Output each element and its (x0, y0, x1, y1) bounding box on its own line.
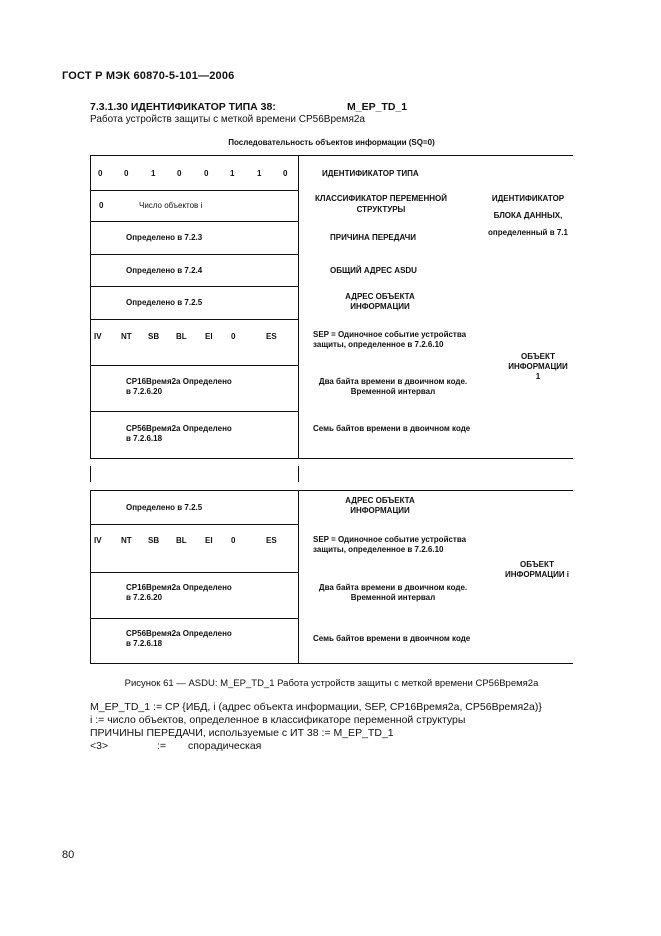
vsq-label: КЛАССИФИКАТОР ПЕРЕМЕННОЙ СТРУКТУРЫ (315, 194, 447, 214)
vsq-bit: 0 (99, 201, 104, 210)
flag: 0 (231, 332, 236, 341)
section-type-code: M_EP_TD_1 (347, 101, 408, 113)
page-number: 80 (62, 849, 75, 861)
cp16-label: Два байта времени в двоичном коде. Временной интервал (318, 583, 468, 602)
ioa-label: АДРЕС ОБЪЕКТА ИНФОРМАЦИИ (345, 292, 415, 311)
asdu-address-text: Определено в 7.2.4 (126, 266, 203, 275)
dui-label: ИДЕНТИФИКАТОР БЛОКА ДАННЫХ, определенный в 7.1 (488, 194, 568, 237)
sep-label: SEP = Одиночное событие устройства защиты, определенное в 7.2.6.10 (313, 330, 467, 349)
flag: 0 (231, 536, 236, 545)
bit: 0 (204, 169, 209, 178)
cot-text: Определено в 7.2.3 (126, 233, 203, 242)
section-title: 7.3.1.30 ИДЕНТИФИКАТОР ТИПА 38: (90, 101, 276, 113)
cp16-text: CP16Время2а Определено в 7.2.6.20 (126, 377, 232, 396)
ioa-label: АДРЕС ОБЪЕКТА ИНФОРМАЦИИ (345, 496, 415, 515)
flag: BL (176, 332, 187, 341)
flag: BL (176, 536, 187, 545)
flag: ES (266, 536, 277, 545)
bit: 0 (177, 169, 182, 178)
bit: 1 (151, 169, 156, 178)
bit: 0 (124, 169, 129, 178)
flag: IV (94, 332, 102, 341)
flag: ES (266, 332, 277, 341)
cp56-text: CP56Время2а Определено в 7.2.6.18 (126, 629, 232, 648)
definition-line-3: ПРИЧИНЫ ПЕРЕДАЧИ, используемые с ИТ 38 := M_EP_TD_1 (90, 727, 394, 739)
section-subtitle: Работа устройств защиты с меткой времени CP56Время2а (90, 114, 365, 125)
cp16-text: CP16Время2а Определено в 7.2.6.20 (126, 583, 232, 602)
info-object-1-label: ОБЪЕКТ ИНФОРМАЦИИ 1 (508, 352, 568, 381)
vsq-text: Число объектов i (139, 201, 203, 210)
cot-code: <3> (90, 740, 109, 752)
bit: 1 (230, 169, 235, 178)
flag: NT (121, 332, 132, 341)
ioa-text: Определено в 7.2.5 (126, 298, 203, 307)
cp16-label: Два байта времени в двоичном коде. Временной интервал (318, 377, 468, 396)
cp56-text: CP56Время2а Определено в 7.2.6.18 (126, 424, 232, 443)
cot-assign: := (157, 740, 167, 752)
definition-line-1: M_EP_TD_1 := CP {ИБД, i (адрес объекта информации, SEP, CP16Время2а, CP56Время2а)} (90, 701, 542, 713)
cp56-label: Семь байтов времени в двоичном коде (313, 634, 471, 643)
flag: SB (148, 536, 160, 545)
cot-label: ПРИЧИНА ПЕРЕДАЧИ (330, 233, 416, 242)
figure-caption: Рисунок 61 — ASDU: M_EP_TD_1 Работа устройств защиты с меткой времени CP56Время2а (124, 678, 539, 689)
flag: IV (94, 536, 102, 545)
flag: SB (148, 332, 160, 341)
cp56-label: Семь байтов времени в двоичном коде (313, 424, 471, 433)
bit: 0 (98, 169, 103, 178)
ioa-text: Определено в 7.2.5 (126, 503, 203, 512)
document-header: ГОСТ Р МЭК 60870-5-101—2006 (62, 70, 235, 82)
flag: NT (121, 536, 132, 545)
definition-line-2: i := число объектов, определенное в классификаторе переменной структуры (90, 714, 466, 726)
sequence-title: Последовательность объектов информации (SQ=0) (228, 138, 435, 147)
cot-value: спорадическая (188, 740, 262, 752)
bit: 1 (257, 169, 262, 178)
bit: 0 (283, 169, 288, 178)
flag: EI (205, 536, 213, 545)
info-object-i-label: ОБЪЕКТ ИНФОРМАЦИИ i (504, 560, 570, 579)
asdu-address-label: ОБЩИЙ АДРЕС ASDU (330, 266, 417, 275)
sep-label: SEP = Одиночное событие устройства защиты, определенное в 7.2.6.10 (313, 535, 467, 554)
type-id-label: ИДЕНТИФИКАТОР ТИПА (322, 169, 419, 178)
flag: EI (205, 332, 213, 341)
